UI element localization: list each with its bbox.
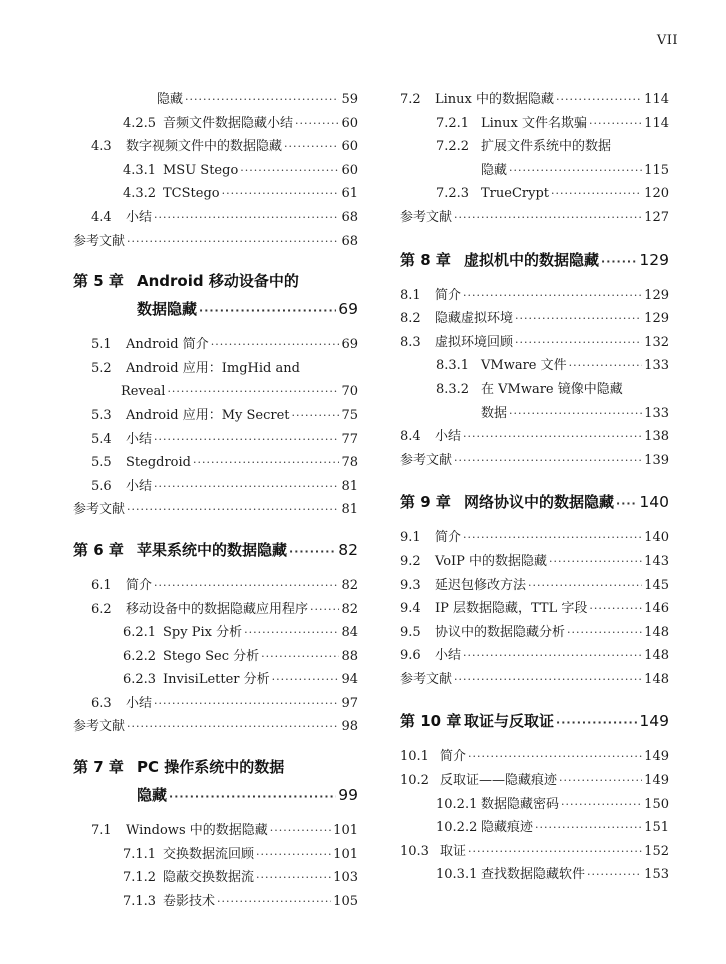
- entry-page: 81: [341, 478, 358, 494]
- entry-page: 148: [644, 671, 669, 687]
- entry-number: 6.2: [91, 601, 112, 617]
- entry-page: 82: [338, 540, 358, 559]
- toc-subsection[interactable]: [73, 112, 358, 136]
- entry-number: 10.3.1: [436, 867, 478, 883]
- entry-title: 苹果系统中的数据隐藏: [137, 540, 288, 559]
- toc-references[interactable]: [73, 230, 358, 254]
- entry-title: PC 操作系统中的数据: [137, 758, 285, 777]
- entry-title: Linux 文件名欺骗: [481, 115, 587, 131]
- entry-page: 129: [644, 287, 669, 303]
- entry-page: 82: [341, 577, 358, 593]
- page-number: VII: [656, 33, 678, 48]
- dot-leader: [185, 88, 339, 112]
- entry-title: 参考文献: [73, 233, 126, 249]
- entry-title: 协议中的数据隐藏分析: [435, 624, 566, 640]
- dot-leader: [559, 769, 642, 793]
- toc-section-continued[interactable]: [73, 380, 358, 404]
- entry-title: 小结: [126, 695, 153, 711]
- entry-number: 6.1: [91, 577, 112, 593]
- entry-page: 60: [341, 115, 358, 131]
- entry-title: Linux 中的数据隐藏: [435, 92, 554, 107]
- entry-page: 139: [644, 452, 669, 468]
- dot-leader: [463, 526, 642, 550]
- entry-title: Stegdroid: [126, 455, 191, 471]
- entry-number: 5.2: [91, 360, 112, 376]
- spacer: [400, 472, 669, 488]
- toc-section[interactable]: [73, 428, 358, 452]
- entry-title: 参考文献: [400, 671, 453, 687]
- entry-title: 参考文献: [400, 209, 453, 225]
- entry-page: 146: [644, 601, 669, 617]
- entry-page: 105: [333, 893, 358, 909]
- toc-references[interactable]: [400, 668, 669, 692]
- spacer: [400, 735, 669, 745]
- entry-page: 99: [338, 786, 358, 805]
- entry-title: 数据隐藏: [137, 300, 198, 319]
- entry-title: TrueCrypt: [481, 186, 550, 202]
- toc-section[interactable]: [73, 135, 358, 159]
- entry-title: 反取证——隐藏痕迹: [440, 773, 558, 789]
- dot-leader: [616, 490, 637, 516]
- toc-section[interactable]: [400, 574, 669, 598]
- entry-title: 隐藏痕迹: [481, 820, 534, 836]
- toc-section[interactable]: [73, 692, 358, 716]
- entry-title: 取证: [440, 843, 467, 859]
- entry-title: Stego Sec 分析: [163, 648, 260, 664]
- toc-subsection-continued[interactable]: [73, 88, 358, 112]
- toc-section[interactable]: [400, 745, 669, 769]
- toc-subsection[interactable]: [73, 182, 358, 206]
- toc-subsection[interactable]: [73, 159, 358, 183]
- entry-number: 7.2.2: [436, 139, 470, 155]
- spacer: [73, 522, 358, 536]
- entry-page: 68: [341, 233, 358, 249]
- toc-references[interactable]: [400, 206, 669, 230]
- entry-title: 隐藏: [157, 92, 184, 107]
- entry-page: 75: [341, 407, 358, 423]
- dot-leader: [240, 159, 339, 183]
- toc-subsection[interactable]: [400, 793, 669, 817]
- entry-number: 5.1: [91, 337, 112, 353]
- dot-leader: [589, 112, 642, 136]
- dot-leader: [154, 574, 339, 598]
- entry-number: 7.1.3: [123, 893, 157, 909]
- entry-number: 10.2.1: [436, 796, 478, 812]
- entry-page: 127: [644, 209, 669, 225]
- entry-title: 隐藏虚拟环境: [435, 311, 514, 327]
- toc-section[interactable]: [400, 425, 669, 449]
- entry-title: IP 层数据隐藏，TTL 字段: [435, 601, 588, 617]
- dot-leader: [295, 112, 339, 136]
- entry-title: 简介: [435, 530, 462, 546]
- entry-page: 59: [341, 92, 358, 107]
- toc-subsection[interactable]: [73, 866, 358, 890]
- toc-section[interactable]: [73, 574, 358, 598]
- toc-section[interactable]: [400, 840, 669, 864]
- entry-page: 103: [333, 870, 358, 886]
- toc-subsection[interactable]: [73, 621, 358, 645]
- toc-section[interactable]: [400, 284, 669, 308]
- entry-page: 150: [644, 796, 669, 812]
- toc-subsection[interactable]: [400, 354, 669, 378]
- spacer: [400, 274, 669, 284]
- toc-subsection[interactable]: [400, 863, 669, 887]
- entry-number: 10.2: [400, 773, 429, 789]
- toc-subsection[interactable]: [73, 668, 358, 692]
- entry-page: 138: [644, 429, 669, 445]
- dot-leader: [569, 354, 643, 378]
- entry-page: 88: [341, 648, 358, 664]
- entry-number: 8.3: [400, 334, 421, 350]
- toc-subsection[interactable]: [400, 135, 669, 159]
- spacer: [400, 691, 669, 707]
- entry-page: 149: [639, 712, 669, 731]
- entry-title: VoIP 中的数据隐藏: [435, 553, 548, 569]
- entry-page: 129: [644, 311, 669, 327]
- dot-leader: [222, 182, 340, 206]
- dot-leader: [127, 715, 339, 739]
- toc-left-column: [73, 88, 358, 913]
- dot-leader: [556, 88, 642, 112]
- entry-title: 虚拟环境回顾: [435, 334, 514, 350]
- entry-page: 61: [341, 186, 358, 202]
- toc-section[interactable]: [73, 357, 358, 381]
- entry-title: Android 应用：My Secret: [126, 407, 290, 423]
- dot-leader: [468, 840, 642, 864]
- toc-chapter[interactable]: [73, 267, 358, 295]
- toc-section[interactable]: [400, 597, 669, 621]
- toc-chapter[interactable]: [400, 246, 669, 274]
- dot-leader: [272, 668, 340, 692]
- entry-title: 网络协议中的数据隐藏: [464, 493, 615, 512]
- entry-page: 115: [644, 162, 669, 178]
- toc-section[interactable]: [73, 333, 358, 357]
- entry-page: 148: [644, 624, 669, 640]
- toc-section[interactable]: [73, 404, 358, 428]
- dot-leader: [256, 843, 331, 867]
- entry-title: 移动设备中的数据隐藏应用程序: [126, 601, 309, 617]
- entry-page: 114: [644, 115, 669, 131]
- entry-title: Android 简介: [126, 337, 209, 353]
- spacer: [400, 516, 669, 526]
- toc-references[interactable]: [400, 449, 669, 473]
- entry-page: 69: [341, 337, 358, 353]
- entry-number: 6.2.2: [123, 648, 157, 664]
- entry-number: 7.2.3: [436, 186, 470, 202]
- spacer: [73, 253, 358, 267]
- dot-leader: [515, 331, 642, 355]
- entry-page: 152: [644, 843, 669, 859]
- entry-title: Android 应用：ImgHid and: [126, 360, 300, 376]
- entry-title: 简介: [440, 749, 467, 765]
- toc-chapter-continued[interactable]: [73, 295, 358, 323]
- entry-title: TCStego: [163, 186, 220, 202]
- entry-page: 132: [644, 334, 669, 350]
- entry-title: 小结: [126, 209, 153, 225]
- entry-page: 101: [333, 823, 358, 839]
- dot-leader: [154, 428, 339, 452]
- toc-chapter[interactable]: [73, 536, 358, 564]
- entry-page: 133: [644, 405, 669, 421]
- dot-leader: [509, 159, 642, 183]
- entry-number: 10.1: [400, 749, 429, 765]
- dot-leader: [310, 598, 339, 622]
- dot-leader: [463, 644, 642, 668]
- entry-number: 第 8 章: [400, 250, 451, 269]
- entry-title: 数字视频文件中的数据隐藏: [126, 139, 283, 155]
- entry-number: 7.2.1: [436, 115, 470, 131]
- entry-title: 虚拟机中的数据隐藏: [464, 250, 600, 269]
- entry-title: 卷影技术: [163, 893, 216, 909]
- entry-number: 5.5: [91, 455, 112, 471]
- dot-leader: [587, 863, 642, 887]
- dot-leader: [509, 402, 642, 426]
- entry-number: 4.3: [91, 139, 112, 155]
- entry-number: 4.2.5: [123, 115, 157, 131]
- entry-number: 第 7 章: [73, 758, 124, 777]
- dot-leader: [244, 621, 339, 645]
- entry-number: 9.5: [400, 624, 421, 640]
- dot-leader: [556, 709, 637, 735]
- entry-title: Reveal: [121, 384, 166, 400]
- entry-number: 9.4: [400, 601, 421, 617]
- dot-leader: [549, 550, 642, 574]
- toc-section[interactable]: [400, 769, 669, 793]
- toc-section[interactable]: [400, 621, 669, 645]
- entry-title: 隐藏: [481, 162, 508, 178]
- entry-page: 98: [341, 719, 358, 735]
- entry-title: 隐藏: [137, 786, 168, 805]
- entry-title: 参考文献: [400, 452, 453, 468]
- entry-number: 8.4: [400, 429, 421, 445]
- entry-page: 94: [341, 672, 358, 688]
- entry-page: 148: [644, 648, 669, 664]
- entry-title: 取证与反取证: [464, 712, 555, 731]
- entry-title: Spy Pix 分析: [163, 625, 243, 641]
- entry-title: 在 VMware 镜像中隐藏: [481, 381, 623, 397]
- entry-number: 7.1.2: [123, 870, 157, 886]
- entry-title: 查找数据隐藏软件: [481, 867, 586, 883]
- dot-leader: [261, 645, 339, 669]
- entry-title: 参考文献: [73, 502, 126, 518]
- entry-number: 第 5 章: [73, 272, 124, 291]
- dot-leader: [284, 135, 339, 159]
- entry-page: 69: [338, 300, 358, 319]
- toc-subsection[interactable]: [400, 378, 669, 402]
- entry-number: 5.3: [91, 407, 112, 423]
- dot-leader: [289, 538, 336, 564]
- entry-page: 82: [341, 601, 358, 617]
- entry-page: 140: [639, 493, 669, 512]
- spacer: [73, 739, 358, 753]
- entry-title: 音频文件数据隐藏小结: [163, 115, 294, 131]
- entry-number: 5.4: [91, 431, 112, 447]
- dot-leader: [454, 449, 642, 473]
- entry-title: 小结: [126, 478, 153, 494]
- entry-title: 小结: [435, 429, 462, 445]
- entry-title: 简介: [435, 287, 462, 303]
- toc-subsection[interactable]: [73, 645, 358, 669]
- entry-number: 6.3: [91, 695, 112, 711]
- dot-leader: [454, 206, 642, 230]
- entry-page: 101: [333, 846, 358, 862]
- entry-title: MSU Stego: [163, 162, 239, 178]
- entry-page: 97: [341, 695, 358, 711]
- entry-page: 60: [341, 162, 358, 178]
- spacer: [73, 323, 358, 333]
- entry-number: 6.2.1: [123, 625, 157, 641]
- entry-page: 84: [341, 625, 358, 641]
- toc-section[interactable]: [73, 819, 358, 843]
- toc-right-column: [400, 88, 669, 887]
- entry-number: 9.6: [400, 648, 421, 664]
- entry-page: 133: [644, 358, 669, 374]
- toc-references[interactable]: [73, 498, 358, 522]
- dot-leader: [601, 248, 637, 274]
- entry-page: 140: [644, 530, 669, 546]
- dot-leader: [551, 182, 642, 206]
- dot-leader: [468, 745, 642, 769]
- entry-title: 数据: [481, 405, 508, 421]
- spacer: [73, 564, 358, 574]
- entry-title: 隐蔽交换数据流: [163, 870, 255, 886]
- entry-page: 114: [644, 92, 669, 107]
- dot-leader: [463, 425, 642, 449]
- dot-leader: [211, 333, 340, 357]
- entry-number: 9.2: [400, 553, 421, 569]
- entry-page: 151: [644, 820, 669, 836]
- entry-number: 10.3: [400, 843, 429, 859]
- dot-leader: [270, 819, 331, 843]
- entry-number: 第 9 章: [400, 493, 451, 512]
- dot-leader: [154, 692, 339, 716]
- toc-chapter[interactable]: [400, 707, 669, 735]
- entry-page: 68: [341, 209, 358, 225]
- toc-section[interactable]: [73, 206, 358, 230]
- entry-title: Android 移动设备中的: [137, 272, 299, 291]
- entry-number: 第 10 章: [400, 712, 462, 731]
- dot-leader: [193, 451, 339, 475]
- toc-section[interactable]: [73, 598, 358, 622]
- entry-number: 8.3.2: [436, 381, 470, 397]
- entry-number: 9.3: [400, 577, 421, 593]
- entry-number: 6.2.3: [123, 672, 157, 688]
- entry-title: 小结: [435, 648, 462, 664]
- entry-page: 129: [639, 250, 669, 269]
- entry-title: 数据隐藏密码: [481, 796, 560, 812]
- dot-leader: [454, 668, 642, 692]
- toc-subsection[interactable]: [400, 182, 669, 206]
- entry-page: 77: [341, 431, 358, 447]
- entry-title: 小结: [126, 431, 153, 447]
- entry-page: 153: [644, 867, 669, 883]
- toc-section[interactable]: [400, 550, 669, 574]
- entry-title: Windows 中的数据隐藏: [126, 823, 268, 839]
- dot-leader: [256, 866, 331, 890]
- toc-section[interactable]: [400, 88, 669, 112]
- dot-leader: [463, 284, 642, 308]
- entry-page: 60: [341, 139, 358, 155]
- entry-number: 8.2: [400, 311, 421, 327]
- dot-leader: [127, 498, 339, 522]
- entry-number: 5.6: [91, 478, 112, 494]
- entry-page: 81: [341, 502, 358, 518]
- toc-chapter[interactable]: [400, 488, 669, 516]
- dot-leader: [528, 574, 642, 598]
- entry-number: 10.2.2: [436, 820, 478, 836]
- entry-page: 145: [644, 577, 669, 593]
- toc-section[interactable]: [73, 451, 358, 475]
- toc-chapter[interactable]: [73, 753, 358, 781]
- entry-number: 7.2: [400, 92, 421, 107]
- entry-number: 7.1.1: [123, 846, 157, 862]
- toc-subsection[interactable]: [400, 816, 669, 840]
- entry-title: 参考文献: [73, 719, 126, 735]
- entry-title: 简介: [126, 577, 153, 593]
- toc-subsection-continued[interactable]: [400, 402, 669, 426]
- entry-number: 8.3.1: [436, 358, 470, 374]
- toc-subsection[interactable]: [73, 843, 358, 867]
- entry-number: 4.4: [91, 209, 112, 225]
- dot-leader: [154, 475, 339, 499]
- dot-leader: [515, 307, 642, 331]
- entry-number: 9.1: [400, 530, 421, 546]
- toc-subsection[interactable]: [400, 112, 669, 136]
- toc-section[interactable]: [400, 331, 669, 355]
- entry-page: 70: [341, 384, 358, 400]
- dot-leader: [167, 380, 339, 404]
- entry-title: 延迟包修改方法: [435, 577, 527, 593]
- entry-page: 78: [341, 455, 358, 471]
- toc-subsection-continued[interactable]: [400, 159, 669, 183]
- entry-number: 第 6 章: [73, 540, 124, 559]
- entry-number: 7.1: [91, 823, 112, 839]
- entry-page: 143: [644, 553, 669, 569]
- dot-leader: [217, 890, 331, 914]
- entry-page: 120: [644, 186, 669, 202]
- dot-leader: [589, 597, 642, 621]
- entry-number: 4.3.1: [123, 162, 157, 178]
- toc-chapter-continued[interactable]: [73, 781, 358, 809]
- entry-title: 扩展文件系统中的数据: [481, 139, 612, 155]
- dot-leader: [567, 621, 642, 645]
- toc-section[interactable]: [400, 526, 669, 550]
- entry-page: 149: [644, 749, 669, 765]
- dot-leader: [292, 404, 340, 428]
- toc-references[interactable]: [73, 715, 358, 739]
- entry-number: 4.3.2: [123, 186, 157, 202]
- toc-section[interactable]: [400, 644, 669, 668]
- toc-section[interactable]: [73, 475, 358, 499]
- dot-leader: [127, 230, 339, 254]
- entry-title: InvisiLetter 分析: [163, 672, 270, 688]
- dot-leader: [199, 297, 336, 323]
- entry-number: 8.1: [400, 287, 421, 303]
- toc-section[interactable]: [400, 307, 669, 331]
- spacer: [73, 809, 358, 819]
- entry-page: 149: [644, 773, 669, 789]
- dot-leader: [561, 793, 642, 817]
- dot-leader: [154, 206, 339, 230]
- spacer: [400, 230, 669, 246]
- toc-subsection[interactable]: [73, 890, 358, 914]
- dot-leader: [169, 783, 336, 809]
- entry-title: VMware 文件: [481, 358, 567, 374]
- entry-title: 交换数据流回顾: [163, 846, 255, 862]
- dot-leader: [535, 816, 642, 840]
